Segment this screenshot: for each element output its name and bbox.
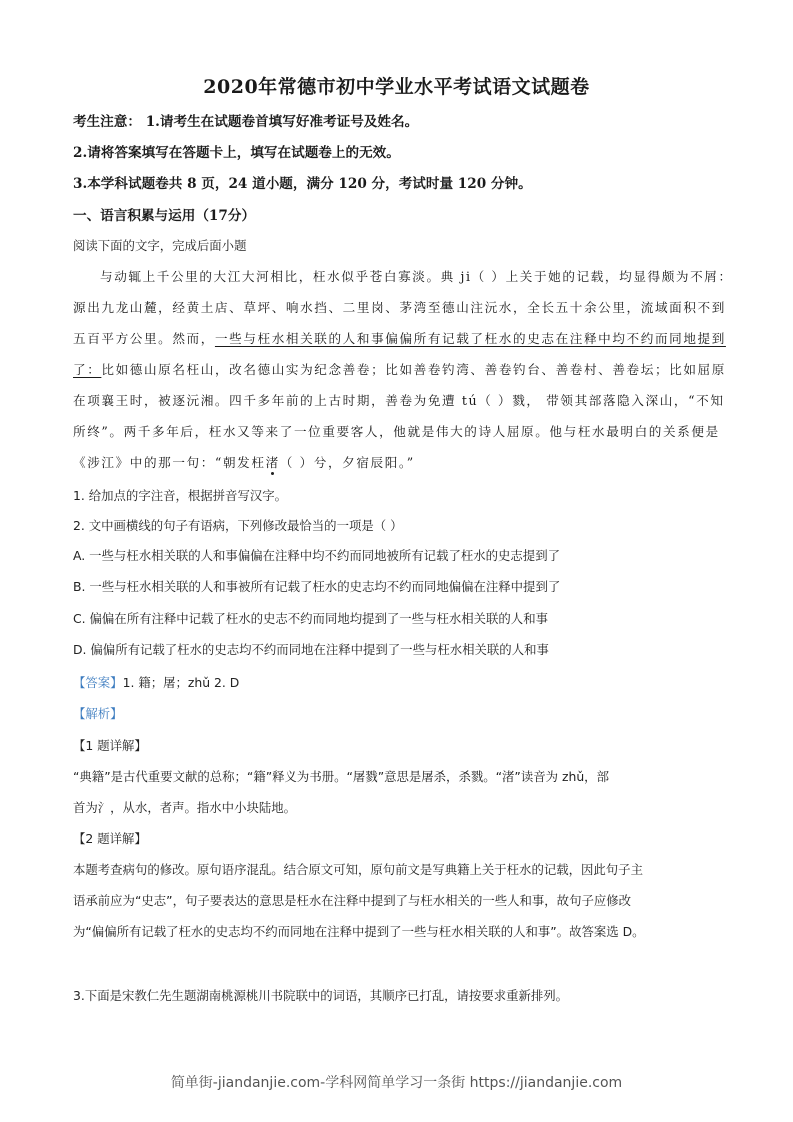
option-b: B. 一些与枉水相关联的人和事被所有记载了枉水的史志均不约而同地偏偏在注释中提到了 bbox=[73, 579, 561, 594]
q1-detail-text: 首为氵，从水，者声。指水中小块陆地。 bbox=[73, 800, 297, 815]
answer-text: 1. 籍；屠；zhǔ 2. D bbox=[122, 675, 240, 690]
dotted-character: 渚 bbox=[265, 455, 280, 470]
underlined-sentence: 一些与枉水相关联的人和事偏偏所有记载了枉水的史志在注释中均不约而同地提到 bbox=[214, 331, 726, 346]
page-title: 2020年常德市初中学业水平考试语文试题卷 bbox=[203, 76, 590, 98]
option-c: C. 偏偏在所有注释中记载了枉水的史志不约而同地均提到了一些与枉水相关联的人和事 bbox=[73, 611, 548, 626]
q2-detail-text: 为“偏偏所有记载了枉水的史志均不约而同地在注释中提到了一些与枉水相关联的人和事”。故答案选 D。 bbox=[73, 924, 645, 939]
passage-line: 所终”。两千多年后，枉水又等来了一位重要客人，他就是伟大的诗人屈原。他与枉水最明白的关系便是 bbox=[73, 424, 720, 439]
question-1: 1. 给加点的字注音，根据拼音写汉字。 bbox=[73, 488, 288, 503]
analysis-label: 【解析】 bbox=[73, 706, 123, 721]
passage-text: 五百平方公里。然而， bbox=[73, 331, 215, 346]
passage-line bbox=[73, 328, 726, 347]
option-d: D. 偏偏所有记载了枉水的史志均不约而同地在注释中提到了一些与枉水相关联的人和事 bbox=[73, 642, 549, 657]
passage-line: 源出九龙山麓，经黄土店、草坪、响水挡、二里岗、茅湾至德山注沅水，全长五十余公里，流域面积不到 bbox=[73, 300, 726, 315]
passage-line bbox=[73, 452, 415, 471]
notice-line-3: 3.本学科试题卷共 8 页，24 道小题，满分 120 分，考试时量 120 分钟。 bbox=[73, 176, 532, 192]
passage-text: 比如德山原名枉山，改名德山实为纪念善卷；比如善卷钓湾、善卷钓台、善卷村、善卷坛；比如屈原 bbox=[101, 362, 726, 377]
question-3: 3.下面是宋教仁先生题湖南桃源桃川书院联中的词语，其顺序已打乱，请按要求重新排列。 bbox=[73, 988, 569, 1003]
footer-watermark: 简单街-jiandanjie.com-学科网简单学习一条街 https://jiandanjie.com bbox=[170, 1075, 623, 1091]
q2-detail-heading: 【2 题详解】 bbox=[73, 831, 147, 846]
q1-detail-heading: 【1 题详解】 bbox=[73, 738, 147, 753]
q1-detail-text: “典籍”是古代重要文献的总称；“籍”释义为书册。“屠戮”意思是屠杀，杀戮。“渚”读音为 zhǔ，部 bbox=[73, 769, 609, 784]
question-2: 2. 文中画横线的句子有语病，下列修改最恰当的一项是（ ） bbox=[73, 518, 403, 533]
q2-detail-text: 本题考查病句的修改。原句语序混乱。结合原文可知，原句前文是写典籍上关于枉水的记载，因此句子主 bbox=[73, 862, 643, 877]
passage-text: （ ）兮，夕宿辰阳。” bbox=[279, 455, 415, 470]
passage-text: 《涉江》中的那一句：“朝发枉 bbox=[73, 455, 266, 470]
answer-line bbox=[73, 673, 239, 691]
underlined-sentence: 了： bbox=[73, 362, 102, 377]
passage-line bbox=[73, 359, 726, 378]
passage-line: 与动辄上千公里的大江大河相比，枉水似乎苍白寡淡。典 ji（ ）上关于她的记载，均显得颇为不屑： bbox=[100, 269, 733, 284]
option-a: A. 一些与枉水相关联的人和事偏偏在注释中均不约而同地被所有记载了枉水的史志提到了 bbox=[73, 548, 560, 563]
reading-instruction: 阅读下面的文字，完成后面小题 bbox=[73, 238, 247, 253]
notice-line-2: 2.请将答案填写在答题卡上，填写在试题卷上的无效。 bbox=[73, 145, 400, 161]
answer-label: 【答案】 bbox=[73, 675, 123, 690]
section-heading: 一、语言积累与运用（17分） bbox=[73, 208, 256, 224]
notice-line-1: 考生注意： 1.请考生在试题卷首填写好准考证号及姓名。 bbox=[73, 114, 419, 130]
q2-detail-text: 语承前应为“史志”，句子要表达的意思是枉水在注释中提到了与枉水相关的一些人和事，故句子应修改 bbox=[73, 893, 632, 908]
passage-line: 在项襄王时，被逐沅湘。四千多年前的上古时期，善卷为免遭 tú（ ）戮， 带领其部落隐入深山，“不知 bbox=[73, 393, 725, 408]
